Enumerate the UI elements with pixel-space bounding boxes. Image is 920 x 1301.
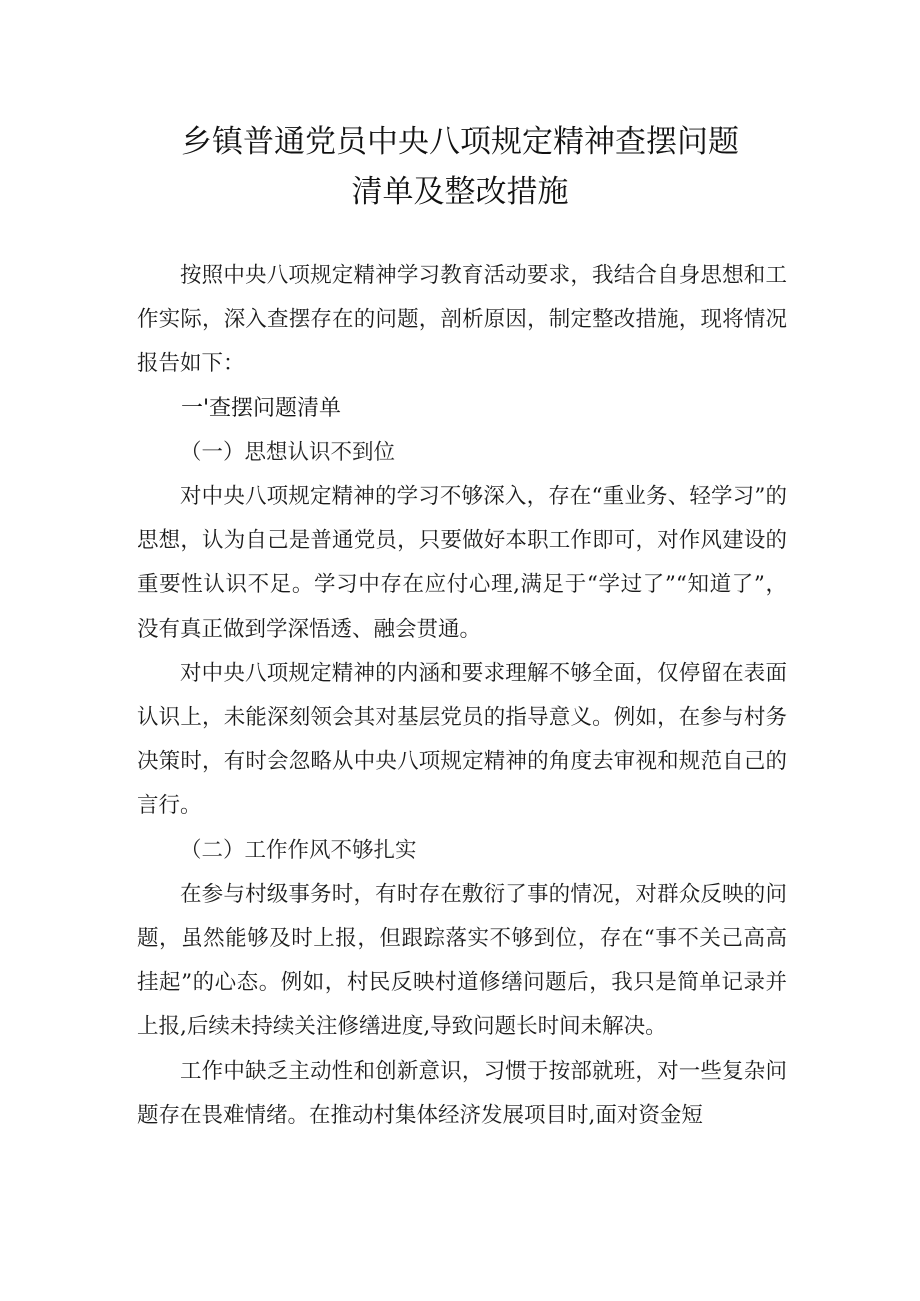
document-title-line2: 清单及整改措施: [351, 174, 569, 210]
document-title-line1: 乡镇普通党员中央八项规定精神查摆问题: [181, 124, 739, 160]
subsection-heading-2: （二）工作作风不够扎实: [180, 837, 417, 863]
intro-paragraph: 按照中央八项规定精神学习教育活动要求，我结合自身思想和工作实际，深入查摆存在的问题，剖析原因，制定整改措施，现将情况报告如下：: [137, 263, 787, 377]
paragraph-1-1: 对中央八项规定精神的学习不够深入，存在“重业务、轻学习”的思想，认为自己是普通党员，只要做好本职工作即可，对作风建设的重要性认识不足。学习中存在应付心理,满足于“学过了”“知道了”，没有真正做到学深悟透、融会贯通。: [137, 484, 787, 642]
paragraph-2-1: 在参与村级事务时，有时存在敷衍了事的情况，对群众反映的问题，虽然能够及时上报，但跟踪落实不够到位，存在“事不关己高高挂起”的心态。例如，村民反映村道修缮问题后，我只是简单记录并上报,后续未持续关注修缮进度,导致问题长时间未解决。: [137, 881, 787, 1040]
subsection-heading-1: （一）思想认识不到位: [180, 439, 396, 465]
paragraph-1-2: 对中央八项规定精神的内涵和要求理解不够全面，仅停留在表面认识上，未能深刻领会其对基层党员的指导意义。例如，在参与村务决策时，有时会忽略从中央八项规定精神的角度去审视和规范自己的言行。: [137, 660, 787, 819]
paragraph-2-2: 工作中缺乏主动性和创新意识，习惯于按部就班，对一些复杂问题存在畏难情绪。在推动村集体经济发展项目时,面对资金短: [137, 1058, 787, 1128]
section-heading-1: 一'查摆问题清单: [181, 395, 342, 421]
document-body: [137, 254, 787, 1138]
